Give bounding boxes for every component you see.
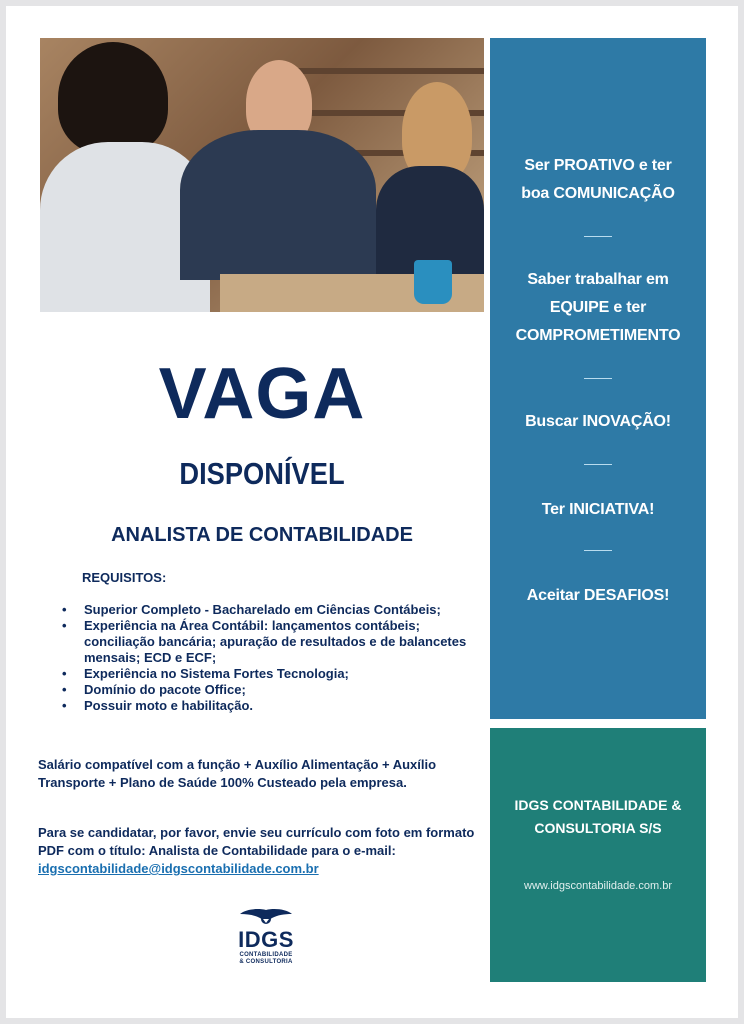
list-item: • Superior Completo - Bacharelado em Ciências Contábeis; xyxy=(58,602,478,618)
benefits-text: Salário compatível com a função + Auxílio Alimentação + Auxílio Transporte + Plano de Saúde 100% Custeado pela empresa. xyxy=(38,757,437,790)
divider xyxy=(584,550,612,551)
list-item: • Experiência no Sistema Fortes Tecnologia; xyxy=(58,666,478,682)
apply-text: Para se candidatar, por favor, envie seu currículo com foto em formato PDF com o título: Analista de Contabilidade para o e-mail: idgscontabilidade@idgscontabilidade.com.br xyxy=(38,825,475,876)
trait-iniciativa: Ter INICIATIVA! xyxy=(541,501,655,518)
company-website[interactable]: www.idgscontabilidade.com.br xyxy=(524,880,672,892)
wings-emblem-icon xyxy=(238,906,294,928)
logo-subtitle: CONTABILIDADE & CONSULTORIA xyxy=(239,952,293,965)
traits-panel xyxy=(490,38,706,719)
job-poster xyxy=(6,6,738,1018)
headline-vaga: VAGA xyxy=(158,354,366,434)
list-item: • Possuir moto e habilitação. xyxy=(58,698,478,714)
company-panel xyxy=(490,728,706,982)
requirements-title: REQUISITOS: xyxy=(82,570,167,585)
meeting-photo xyxy=(40,38,484,312)
list-item: • Experiência na Área Contábil: lançamentos contábeis; conciliação bancária; apuração de resultados e de balancetes mensais; ECD e ECF; xyxy=(58,618,478,666)
job-role-title: ANALISTA DE CONTABILIDADE xyxy=(111,524,413,546)
trait-desafios: Aceitar DESAFIOS! xyxy=(526,587,670,604)
divider xyxy=(584,464,612,465)
trait-proativo: Ser PROATIVO e ter boa COMUNICAÇÃO xyxy=(521,157,675,202)
headline-disponivel: DISPONÍVEL xyxy=(179,456,345,491)
list-item: • Domínio do pacote Office; xyxy=(58,682,478,698)
logo-name: IDGS xyxy=(238,927,294,952)
trait-inovacao: Buscar INOVAÇÃO! xyxy=(525,413,671,430)
divider xyxy=(584,378,612,379)
company-name: IDGS CONTABILIDADE & CONSULTORIA S/S xyxy=(514,797,682,836)
requirements-list xyxy=(58,602,478,714)
trait-equipe: Saber trabalhar em EQUIPE e ter COMPROMETIMENTO xyxy=(515,271,681,344)
idgs-logo xyxy=(216,906,316,984)
divider xyxy=(584,236,612,237)
contact-email-link[interactable]: idgscontabilidade@idgscontabilidade.com.br xyxy=(38,861,319,876)
